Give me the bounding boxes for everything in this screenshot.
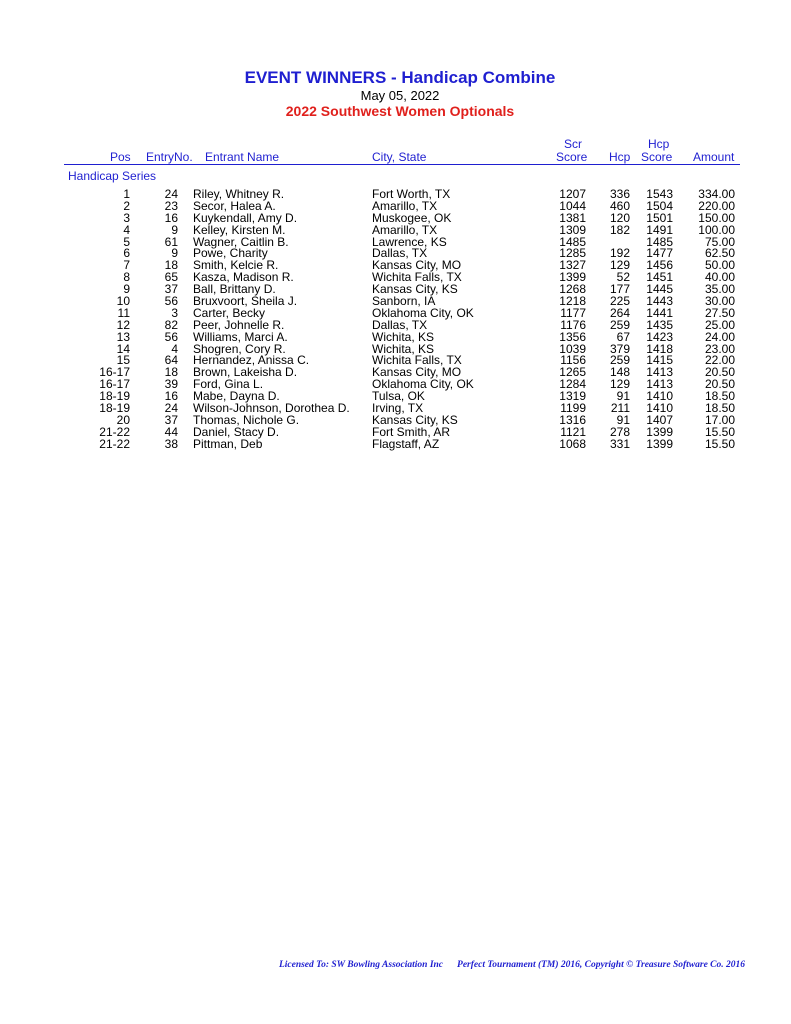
row-entry-number: 4 [171,341,178,356]
row-entry-number: 56 [164,329,178,344]
row-handicap: 225 [609,294,630,309]
row-position: 18-19 [99,401,130,416]
row-handicap: 259 [609,353,630,368]
row-entrant-name: Hernandez, Anissa C. [193,353,310,368]
row-scratch-score: 1285 [559,246,586,261]
row-amount: 24.00 [704,329,735,344]
row-handicap-score: 1456 [646,258,673,273]
row-amount: 18.50 [704,389,735,404]
row-handicap-score: 1399 [646,424,673,439]
row-city-state: Flagstaff, AZ [372,436,440,451]
row-city-state: Irving, TX [372,401,424,416]
row-entrant-name: Secor, Halea A. [193,198,276,213]
row-amount: 17.00 [704,412,735,427]
row-entry-number: 38 [164,436,178,451]
row-position: 15 [116,353,130,368]
row-entry-number: 3 [171,305,178,320]
col-scr-header-bottom: Score [556,150,588,164]
row-handicap: 91 [616,412,630,427]
col-pos-header: Pos [110,150,131,164]
row-entry-number: 82 [164,317,178,332]
row-handicap-score: 1477 [646,246,673,261]
table-row [0,224,791,236]
row-amount: 20.50 [704,377,735,392]
col-hscore-header-bottom: Score [641,150,673,164]
row-city-state: Oklahoma City, OK [372,377,474,392]
row-handicap: 91 [616,389,630,404]
row-amount: 30.00 [704,294,735,309]
row-entry-number: 16 [164,389,178,404]
row-scratch-score: 1207 [559,187,586,201]
row-entrant-name: Carter, Becky [193,305,266,320]
table-row [0,307,791,319]
row-entry-number: 39 [164,377,178,392]
row-entry-number: 9 [171,222,178,237]
row-amount: 25.00 [704,317,735,332]
row-entry-number: 64 [164,353,178,368]
row-city-state: Kansas City, KS [372,282,458,297]
row-handicap-score: 1445 [646,282,673,297]
table-row [0,319,791,331]
row-entrant-name: Bruxvoort, Sheila J. [193,294,298,309]
row-handicap-score: 1418 [646,341,673,356]
row-city-state: Amarillo, TX [372,222,438,237]
row-handicap-score: 1543 [646,187,673,201]
row-scratch-score: 1044 [559,198,586,213]
row-handicap-score: 1435 [646,317,673,332]
row-position: 4 [123,222,130,237]
row-scratch-score: 1199 [560,401,586,416]
row-handicap: 129 [609,258,630,273]
row-entry-number: 56 [164,294,178,309]
row-handicap-score: 1407 [646,412,673,427]
row-entrant-name: Peer, Johnelle R. [193,317,285,332]
row-amount: 23.00 [704,341,735,356]
table-row [0,331,791,343]
row-scratch-score: 1485 [559,234,586,249]
row-scratch-score: 1327 [559,258,586,273]
row-position: 5 [123,234,130,249]
row-amount: 15.50 [704,436,735,451]
col-scr-header-top: Scr [564,137,582,151]
row-handicap: 192 [609,246,630,261]
row-position: 18-19 [99,389,130,404]
row-handicap-score: 1399 [646,436,673,451]
row-entry-number: 18 [164,258,178,273]
row-handicap: 129 [609,377,630,392]
row-handicap: 259 [609,317,630,332]
row-amount: 62.50 [704,246,735,261]
row-entrant-name: Shogren, Cory R. [193,341,286,356]
row-amount: 75.00 [704,234,735,249]
row-position: 16-17 [99,377,130,392]
row-position: 11 [117,305,130,320]
row-entrant-name: Kuykendall, Amy D. [193,210,298,225]
row-scratch-score: 1381 [559,210,586,225]
row-entrant-name: Mabe, Dayna D. [193,389,280,404]
col-hscore-header-top: Hcp [648,137,670,151]
row-handicap-score: 1504 [646,198,673,213]
row-scratch-score: 1284 [559,377,586,392]
row-handicap-score: 1410 [646,389,673,404]
row-entry-number: 23 [164,198,178,213]
report-date: May 05, 2022 [360,88,440,103]
row-position: 21-22 [99,424,130,439]
row-city-state: Fort Smith, AR [372,424,451,439]
row-city-state: Dallas, TX [372,246,428,261]
row-city-state: Sanborn, IA [372,294,436,309]
row-city-state: Tulsa, OK [372,389,425,404]
row-amount: 100.00 [698,222,735,237]
footer-copyright: Perfect Tournament (TM) 2016, Copyright © Treasure Software Co. 2016 [457,960,745,970]
row-scratch-score: 1319 [559,389,586,404]
header-divider [64,164,740,165]
row-scratch-score: 1218 [559,294,586,309]
row-handicap: 460 [609,198,630,213]
table-row [0,438,791,450]
row-city-state: Wichita, KS [372,329,435,344]
row-amount: 20.50 [704,365,735,380]
row-position: 21-22 [99,436,130,451]
row-position: 14 [116,341,130,356]
row-amount: 35.00 [704,282,735,297]
row-handicap: 120 [609,210,630,225]
row-city-state: Wichita, KS [372,341,435,356]
row-handicap: 264 [609,305,630,320]
row-amount: 150.00 [698,210,735,225]
row-scratch-score: 1068 [559,436,586,451]
row-city-state: Amarillo, TX [372,198,438,213]
row-handicap-score: 1441 [646,305,673,320]
row-position: 8 [123,270,130,285]
row-scratch-score: 1039 [559,341,586,356]
row-scratch-score: 1176 [560,317,586,332]
row-scratch-score: 1399 [559,270,586,285]
row-city-state: Fort Worth, TX [372,187,451,201]
row-entry-number: 9 [171,246,178,261]
row-scratch-score: 1121 [560,424,586,439]
row-handicap-score: 1491 [646,222,673,237]
row-entrant-name: Ford, Gina L. [193,377,264,392]
row-entrant-name: Wagner, Caitlin B. [193,234,289,249]
row-entry-number: 61 [164,234,178,249]
row-scratch-score: 1268 [559,282,586,297]
table-row [0,200,791,212]
table-row [0,212,791,224]
row-position: 10 [116,294,130,309]
col-city-header: City, State [372,150,427,164]
row-handicap: 182 [609,222,630,237]
row-amount: 27.50 [704,305,735,320]
row-city-state: Kansas City, MO [372,365,462,380]
row-handicap: 379 [609,341,630,356]
row-entrant-name: Daniel, Stacy D. [193,424,280,439]
row-position: 12 [116,317,130,332]
row-entry-number: 44 [164,424,178,439]
table-row [0,426,791,438]
col-name-header: Entrant Name [205,150,280,164]
row-amount: 334.00 [698,187,735,201]
row-handicap: 148 [609,365,630,380]
row-entry-number: 65 [164,270,178,285]
row-entry-number: 24 [164,187,178,201]
row-entrant-name: Kelley, Kirsten M. [193,222,286,237]
row-handicap: 331 [609,436,630,451]
row-position: 2 [123,198,130,213]
row-entry-number: 18 [164,365,178,380]
row-entry-number: 16 [164,210,178,225]
row-amount: 18.50 [704,401,735,416]
row-position: 16-17 [99,365,130,380]
row-entrant-name: Brown, Lakeisha D. [193,365,298,380]
row-handicap-score: 1415 [646,353,673,368]
row-handicap-score: 1501 [646,210,673,225]
col-hcp-header: Hcp [609,150,631,164]
row-handicap-score: 1413 [646,365,673,380]
row-scratch-score: 1156 [560,353,586,368]
row-entrant-name: Williams, Marci A. [193,329,288,344]
row-city-state: Wichita Falls, TX [372,353,462,368]
row-entrant-name: Powe, Charity [193,246,268,261]
row-position: 6 [123,246,130,261]
row-entrant-name: Pittman, Deb [193,436,263,451]
row-handicap: 336 [609,187,630,201]
row-amount: 40.00 [704,270,735,285]
row-amount: 220.00 [698,198,735,213]
row-city-state: Dallas, TX [372,317,428,332]
row-handicap-score: 1410 [646,401,673,416]
report-title: EVENT WINNERS - Handicap Combine [244,68,556,87]
row-entrant-name: Kasza, Madison R. [193,270,294,285]
row-entrant-name: Thomas, Nichole G. [193,412,300,427]
row-entrant-name: Smith, Kelcie R. [193,258,279,273]
row-position: 7 [123,258,130,273]
row-city-state: Wichita Falls, TX [372,270,462,285]
results-table [0,188,791,450]
col-entry-header: EntryNo. [146,150,193,164]
row-scratch-score: 1265 [559,365,586,380]
row-amount: 15.50 [704,424,735,439]
row-entrant-name: Ball, Brittany D. [193,282,276,297]
row-handicap-score: 1485 [646,234,673,249]
row-amount: 22.00 [704,353,735,368]
row-position: 1 [123,187,130,201]
row-amount: 50.00 [704,258,735,273]
row-scratch-score: 1177 [560,305,586,320]
row-city-state: Kansas City, KS [372,412,458,427]
row-handicap: 278 [609,424,630,439]
row-entry-number: 37 [164,412,178,427]
row-entry-number: 37 [164,282,178,297]
row-city-state: Kansas City, MO [372,258,462,273]
row-scratch-score: 1356 [559,329,586,344]
section-title: Handicap Series [68,169,157,183]
row-city-state: Lawrence, KS [372,234,447,249]
row-handicap: 52 [616,270,630,285]
row-entry-number: 24 [164,401,178,416]
row-handicap-score: 1423 [646,329,673,344]
row-entrant-name: Wilson-Johnson, Dorothea D. [193,401,350,416]
row-handicap-score: 1451 [646,270,673,285]
row-position: 9 [123,282,130,297]
row-handicap: 67 [616,329,630,344]
footer-license: Licensed To: SW Bowling Association Inc [278,960,444,970]
col-amount-header: Amount [693,150,735,164]
row-position: 13 [116,329,130,344]
report-header [0,68,791,120]
row-handicap: 177 [609,282,630,297]
row-handicap: 211 [610,401,630,416]
row-handicap-score: 1443 [646,294,673,309]
event-name: 2022 Southwest Women Optionals [285,103,515,119]
row-position: 3 [123,210,130,225]
row-entrant-name: Riley, Whitney R. [193,187,285,201]
row-scratch-score: 1309 [559,222,586,237]
row-scratch-score: 1316 [559,412,586,427]
row-handicap-score: 1413 [646,377,673,392]
row-city-state: Oklahoma City, OK [372,305,474,320]
row-city-state: Muskogee, OK [372,210,452,225]
row-position: 20 [116,412,130,427]
